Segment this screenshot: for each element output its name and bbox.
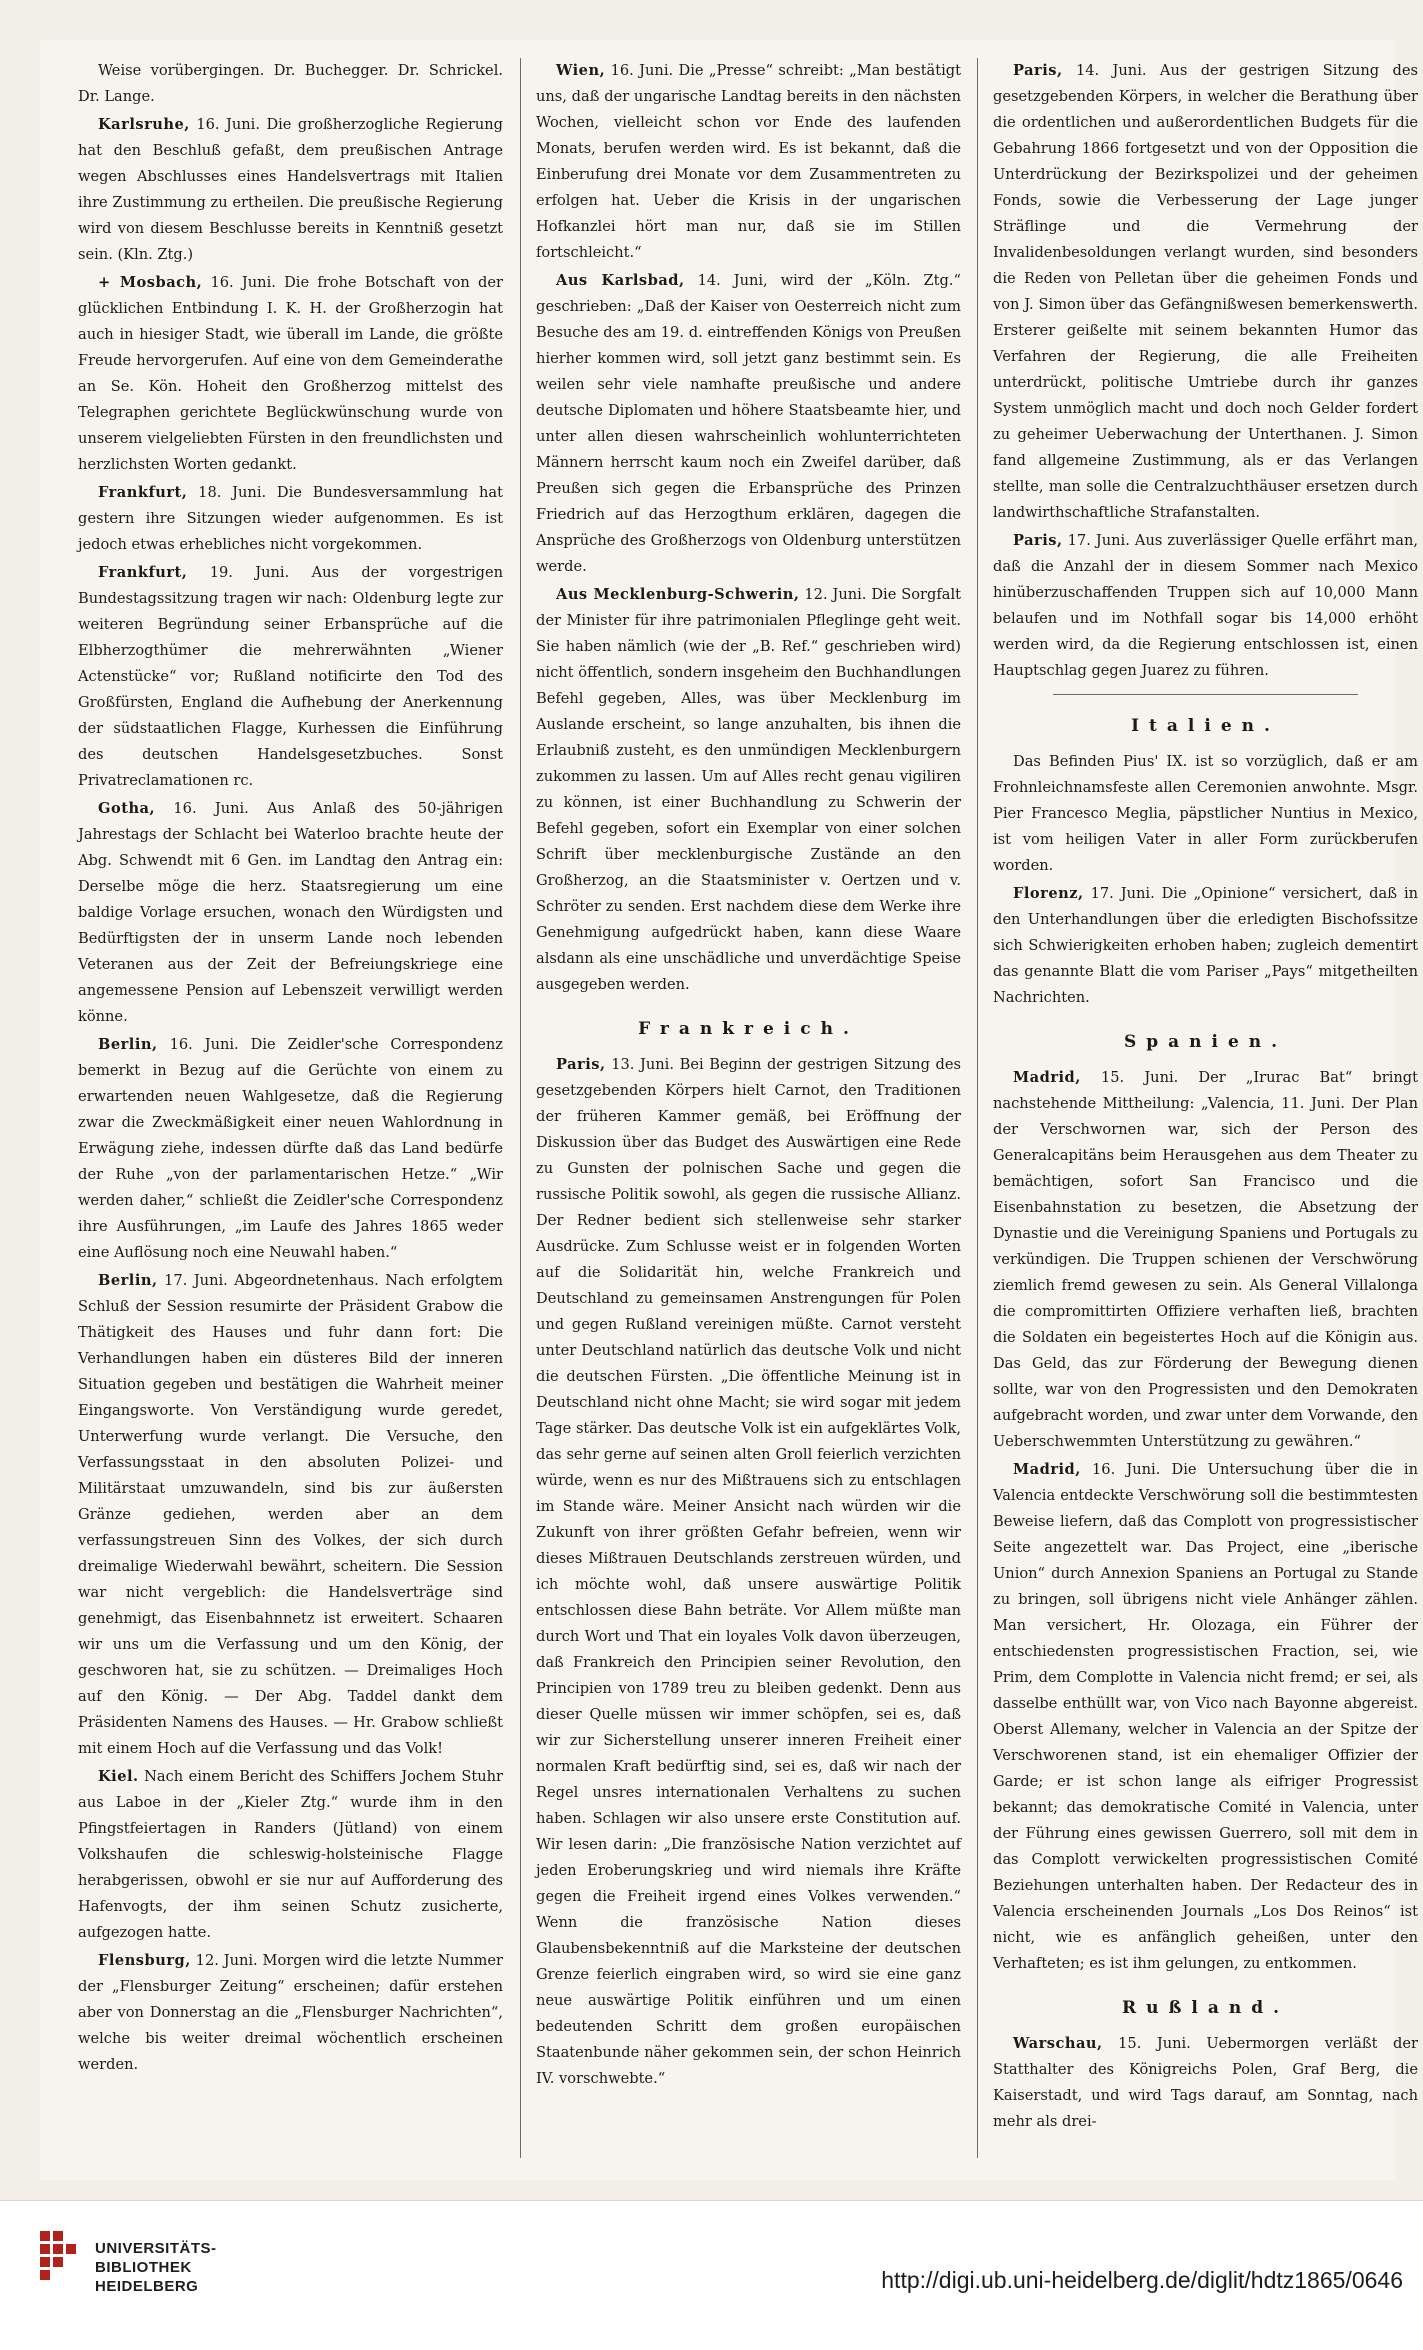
article-text: 17. Juni. Die „Opinione“ versichert, daß in den Unterhandlungen über die erledigten Bischofssitze sich Schwierigkeiten erhoben haben; zugleich dementirt das genannte Blatt die vom Pariser „Pays“ mitgetheilten Nachrichten. <box>993 885 1419 1006</box>
news-article <box>993 1457 1418 1977</box>
section-heading: Rußland. <box>1121 1998 1290 2018</box>
article-text: 12. Juni. Morgen wird die letzte Nummer der „Flensburger Zeitung“ erscheinen; dafür erstehen aber von Donnerstag an die „Flensburger Nachrichten“, welche bis weiter dreimal wöchentlich erscheinen werden. <box>78 1952 503 2073</box>
article-dateline-place: Paris, <box>1013 62 1063 79</box>
permalink-url[interactable]: http://digi.ub.uni-heidelberg.de/diglit/hdtz1865/0646 <box>881 2267 1403 2293</box>
news-article <box>536 58 961 266</box>
column-rule <box>520 58 521 2158</box>
news-article <box>536 1052 961 2092</box>
news-article <box>993 1065 1418 1455</box>
article-text: 17. Juni. Aus zuverlässiger Quelle erfährt man, daß die Anzahl der in diesem Sommer nach Mexico hinüberzuschaffenden Truppen sich auf 10,000 Mann belaufen und im Nothfall sogar bis 14,000 erhöht werden wird, da die Regierung entschlossen ist, einen Hauptschlag gegen Juarez zu führen. <box>993 532 1418 679</box>
article-dateline-place: Berlin, <box>98 1036 158 1053</box>
article-dateline-place: Frankfurt, <box>98 564 188 581</box>
article-dateline-place: Paris, <box>556 1056 606 1073</box>
article-dateline-place: + Mosbach, <box>98 274 203 291</box>
news-article <box>78 1764 503 1946</box>
footer-bar <box>0 2200 1423 2350</box>
article-text: 14. Juni, wird der „Köln. Ztg.“ geschrieben: „Daß der Kaiser von Oesterreich nicht zum Besuche des am 19. d. eintreffenden Königs von Preußen hierher kommen wird, soll jetzt ganz bestimmt sein. Es weilen sehr viele namhafte preußische und andere deutsche Diplomaten und höhere Staatsbeamte hier, und unter allen diesen wahrscheinlich wohlunterrichteten Männern herrscht kaum noch ein Zweifel darüber, daß Preußen sich gegen die Erbansprüche des Prinzen Friedrich auf das Herzogthum erklären, dagegen die Ansprüche des Großherzogs von Oldenburg unterstützen werde. <box>536 272 961 575</box>
news-article <box>78 1948 503 2078</box>
news-article <box>536 268 961 580</box>
section-heading: Frankreich. <box>638 1019 859 1039</box>
article-text: 14. Juni. Aus der gestrigen Sitzung des gesetzgebenden Körpers, in welcher die Berathung über die ordentlichen und außerordentlichen Budgets für die Gebahrung 1866 fortgesetzt und von der Opposition die Unterdrückung der Bezirkspolizei und der geheimen Fonds, sowie die Verbesserung der Lage junger Sträflinge und die Vermehrung der Invalidenbesoldungen verlangt wurden, sind besonders die Reden von Pelletan über die geheimen Fonds und von J. Simon über das Gefängnißwesen bemerkenswerth. Ersterer geißelte mit seinem bekannten Humor das Verfahren der Regierung, die alle Freiheiten unterdrückt, politische Umtriebe durch ihr ganzes System unmöglich macht und doch noch Gelder fordert zu geheimer Ueberwachung der Unterthanen. J. Simon fand allgemeine Zustimmung, als er das Verlangen stellte, man solle die Centralzuchthäuser ersetzen durch landwirthschaftliche Strafanstalten. <box>993 62 1419 521</box>
article-dateline-place: Warschau, <box>1013 2035 1103 2052</box>
article-dateline-place: Karlsruhe, <box>98 116 190 133</box>
news-article <box>78 112 503 268</box>
article-text: 15. Juni. Uebermorgen verläßt der Statthalter des Königreichs Polen, Graf Berg, die Kaiserstadt, und wird Tags darauf, am Sonntag, nach mehr als drei- <box>993 2035 1418 2130</box>
news-article <box>536 582 961 998</box>
library-name-line: BIBLIOTHEK <box>95 2259 192 2276</box>
column-2 <box>536 58 961 2094</box>
library-name-line: UNIVERSITÄTS- <box>95 2240 217 2257</box>
article-text: 16. Juni. Die „Presse“ schreibt: „Man bestätigt uns, daß der ungarische Landtag bereits in den nächsten Wochen, vielleicht schon vor Ende des laufenden Monats, berufen werden wird. Es ist bekannt, daß die Einberufung drei Monate vor dem Zusammentreten zu erfolgen hat. Ueber die Krisis in der ungarischen Hofkanzlei hört man nur, daß sie im Stillen fortschleicht.“ <box>536 62 961 261</box>
section-heading: Italien. <box>1131 716 1280 736</box>
article-text: 15. Juni. Der „Irurac Bat“ bringt nachstehende Mittheilung: „Valencia, 11. Juni. Der Plan der Verschwornen war, sich der Person des Generalcapitäns beim Herausgehen aus dem Theater zu bemächtigen, sofort San Francisco und die Eisenbahnstation zu besetzen, die Absetzung der Dynastie und die Vereinigung Spaniens und Portugals zu verkündigen. Die Truppen schienen der Verschwörung ziemlich fremd gewesen zu sein. Als General Villalonga die compromittirten Offiziere verhaften ließ, brachten die Soldaten ein begeistertes Hoch auf die Königin aus. Das Geld, das zur Förderung der Bewegung dienen sollte, war von den Progressisten und den Demokraten aufgebracht worden, und zwar unter dem Vorwande, den Ueberschwemmten Unterstützung zu gewähren.“ <box>993 1069 1418 1450</box>
section-heading: Spanien. <box>1123 1032 1288 1052</box>
article-dateline-place: Gotha, <box>98 800 156 817</box>
column-rule <box>977 58 978 2158</box>
article-dateline-place: Berlin, <box>98 1272 158 1289</box>
article-text: Weise vorübergingen. Dr. Buchegger. Dr. Schrickel. Dr. Lange. <box>78 62 503 105</box>
article-text: 19. Juni. Aus der vorgestrigen Bundestagssitzung tragen wir nach: Oldenburg legte zur weiteren Begründung seiner Erbansprüche auf die Elbherzogthümer die mehrerwähnten „Wiener Actenstücke“ vor; Rußland notificirte den Tod des Großfürsten, England die Aufhebung der Anerkennung der südstaatlichen Flagge, Kurhessen die Einführung des deutschen Handelsgesetzbuches. Sonst Privatreclamationen rc. <box>78 564 503 789</box>
article-dateline-place: Madrid, <box>1013 1069 1081 1086</box>
news-article <box>78 270 503 478</box>
article-text: 16. Juni. Die großherzogliche Regierung hat den Beschluß gefaßt, dem preußischen Antrage wegen Abschlusses eines Handelsvertrags mit Italien ihre Zustimmung zu ertheilen. Die preußische Regierung wird von diesem Beschlusse bereits in Kenntniß gesetzt sein. (Kln. Ztg.) <box>78 116 503 263</box>
article-dateline-place: Madrid, <box>1013 1461 1081 1478</box>
news-article <box>78 1032 503 1266</box>
news-article <box>993 881 1418 1011</box>
news-article <box>993 528 1418 684</box>
article-dateline-place: Paris, <box>1013 532 1063 549</box>
article-text: 16. Juni. Aus Anlaß des 50-jährigen Jahrestags der Schlacht bei Waterloo brachte heute der Abg. Schwendt mit 6 Gen. im Landtag den Antrag ein: Derselbe möge die herz. Staatsregierung um eine baldige Vorlage ersuchen, wonach den Würdigsten und Bedürftigsten der in unserm Lande noch lebenden Veteranen aus der Zeit der Befreiungskriege eine angemessene Pension auf Lebenszeit verwilligt werden könne. <box>78 800 503 1025</box>
column-3 <box>993 58 1418 2137</box>
news-article <box>78 58 503 110</box>
article-text: Nach einem Bericht des Schiffers Jochem Stuhr aus Laboe in der „Kieler Ztg.“ wurde ihm in den Pfingstfeiertagen in Randers (Jütland) von einem Volkshaufen die schleswig-holsteinische Flagge herabgerissen, obwohl er sie nur auf Aufforderung des Hafenvogts, der ihm seinen Schutz zusicherte, aufgezogen hatte. <box>78 1768 504 1941</box>
article-dateline-place: Aus Mecklenburg-Schwerin, <box>556 586 800 603</box>
article-dateline-place: Aus Karlsbad, <box>556 272 685 289</box>
article-dateline-place: Kiel. <box>98 1768 139 1785</box>
article-dateline-place: Flensburg, <box>98 1952 191 1969</box>
article-text: 18. Juni. Die Bundesversammlung hat gestern ihre Sitzungen wieder aufgenommen. Es ist jedoch etwas erhebliches nicht vorgekommen. <box>78 484 503 553</box>
library-name-line: HEIDELBERG <box>95 2278 199 2295</box>
section-divider <box>1053 694 1358 695</box>
article-text: 16. Juni. Die frohe Botschaft von der glücklichen Entbindung I. K. H. der Großherzogin hat auch in hiesiger Stadt, wie überall im Lande, die größte Freude hervorgerufen. Auf eine von dem Gemeinderathe an Se. Kön. Hoheit den Großherzog mittelst des Telegraphen gerichtete Beglückwünschung wurde von unserem vielgeliebten Fürsten in den freundlichsten und herzlichsten Worten gedankt. <box>78 274 504 473</box>
library-name <box>95 2239 217 2296</box>
news-article <box>993 2031 1418 2135</box>
news-article <box>993 58 1418 526</box>
article-text: 17. Juni. Abgeordnetenhaus. Nach erfolgtem Schluß der Session resumirte der Präsident Grabow die Thätigkeit des Hauses und fuhr dann fort: Die Verhandlungen haben ein düsteres Bild der inneren Situation gegeben und bestätigen die Wahrheit meiner Eingangsworte. Von Verständigung wurde geredet, Unterwerfung wurde verlangt. Die Versuche, den Verfassungsstaat in den absoluten Polizei- und Militärstaat umzuwandeln, sind bis zur äußersten Gränze gediehen, werden aber an dem verfassungstreuen Sinn des Volkes, der sich durch dreimalige Wiederwahl bewährt, scheitern. Die Session war nicht vergeblich: die Handelsverträge sind genehmigt, das Eisenbahnnetz ist erweitert. Schaaren wir uns um die Verfassung und um den König, der geschworen hat, sie zu schützen. — Dreimaliges Hoch auf den König. — Der Abg. Taddel dankt dem Präsidenten Namens des Hauses. — Hr. Grabow schließt mit einem Hoch auf die Verfassung und das Volk! <box>78 1272 503 1757</box>
article-text: Das Befinden Pius' IX. ist so vorzüglich, daß er am Frohnleichnamsfeste allen Ceremonien anwohnte. Msgr. Pier Francesco Meglia, päpstlicher Nuntius in Mexico, ist vom heiligen Vater in aller Form zurückberufen worden. <box>993 753 1418 874</box>
article-text: 12. Juni. Die Sorgfalt der Minister für ihre patrimonialen Pfleglinge geht weit. Sie haben nämlich (wie der „B. Ref.“ geschrieben wird) nicht öffentlich, sondern insgeheim den Buchhandlungen Befehl gegeben, Alles, was über Mecklenburg im Auslande erscheint, so lange anzuhalten, bis ihnen die Erlaubniß zusteht, es den unmündigen Mecklenburgern zukommen zu lassen. Um auf Alles recht genau vigiliren zu können, ist einer Buchhandlung zu Schwerin der Befehl gegeben, sofort ein Exemplar von einer solchen Schrift über mecklenburgische Zustände an den Großherzog, an die Staatsminister v. Oertzen und v. Schröter zu senden. Erst nachdem diese dem Werke ihre Genehmigung aufgedrückt haben, kann diese Waare alsdann als eine unschädliche und unverdächtige Speise ausgegeben werden. <box>536 586 962 993</box>
article-dateline-place: Wien, <box>556 62 606 79</box>
university-library-logo-icon <box>40 2231 80 2291</box>
article-text: 13. Juni. Bei Beginn der gestrigen Sitzung des gesetzgebenden Körpers hielt Carnot, den Traditionen der früheren Kammer gemäß, bei Eröffnung der Diskussion über das Budget des Auswärtigen eine Rede zu Gunsten der polnischen Sache und gegen die russische Politik sowohl, als gegen die russische Allianz. Der Redner bedient sich stellenweise sehr starker Ausdrücke. Zum Schlusse weist er in folgenden Worten auf die Solidarität hin, welche Frankreich und Deutschland zu gemeinsamen Anstrengungen für Polen und gegen Rußland vereinigen müßte. Carnot versteht unter Deutschland natürlich das deutsche Volk und nicht die deutschen Fürsten. „Die öffentliche Meinung ist in Deutschland nicht ohne Macht; sie wird sogar mit jedem Tage stärker. Das deutsche Volk ist ein aufgeklärtes Volk, das sehr gerne auf seinen alten Groll feierlich verzichten würde, wenn es nur des Mißtrauens sich zu entschlagen im Stande wäre. Meiner Ansicht nach würden wir die Zukunft von ihrer größten Gefahr befreien, wenn wir dieses Mißtrauen Deutschlands zerstreuen würden, und ich möchte wohl, daß unsere auswärtige Politik entschlossen diese Bahn beträte. Vor Allem müßte man durch Wort und That ein loyales Volk davon überzeugen, daß Frankreich den Principien seiner Revolution, den Principien von 1789 treu zu bleiben gedenkt. Denn aus dieser Quelle müssen wir immer schöpfen, sei es, daß wir zur Sicherstellung unserer inneren Freiheit einer normalen Kraft bedürftig sind, sei es, daß wir nach der Regel unsres internationalen Verhaltens zu suchen haben. Schlagen wir also unsere erste Constitution auf. Wir lesen darin: „Die französische Nation verzichtet auf jeden Eroberungskrieg und wird niemals ihre Kräfte gegen die Freiheit irgend eines Volkes verwenden.“ Wenn die französische Nation dieses Glaubensbekenntniß auf die Marksteine der deutschen Grenze feierlich eingraben wird, so wird sie eine ganz neue auswärtige Politik einführen und um einen bedeutenden Schritt dem großen europäischen Staatenbunde näher gekommen sein, der schon Heinrich IV. vorschwebte.“ <box>536 1056 962 2087</box>
article-dateline-place: Frankfurt, <box>98 484 188 501</box>
newspaper-page <box>40 40 1419 2180</box>
column-1 <box>78 58 503 2080</box>
news-article <box>78 560 503 794</box>
news-article <box>78 480 503 558</box>
article-text: 16. Juni. Die Zeidler'sche Correspondenz bemerkt in Bezug auf die Gerüchte von einem zu erwartenden neuen Wahlgesetze, daß die Regierung zwar die Zweckmäßigkeit einer neuen Wahlordnung in Erwägung ziehe, indessen dürfte daß das Land bedürfe der Ruhe „von der parlamentarischen Hetze.“ „Wir werden daher,“ schließt die Zeidler'sche Correspondenz ihre Ausführungen, „im Laufe des Jahres 1865 weder eine Auflösung noch eine Neuwahl haben.“ <box>78 1036 503 1261</box>
news-article <box>78 1268 503 1762</box>
article-dateline-place: Florenz, <box>1013 885 1084 902</box>
article-text: 16. Juni. Die Untersuchung über die in Valencia entdeckte Verschwörung soll die bestimmtesten Beweise liefern, daß das Complott von progressistischer Seite angezettelt war. Das Project, eine „iberische Union“ durch Annexion Spaniens an Portugal zu Stande zu bringen, soll übrigens nicht viele Anhänger zählen. Man versichert, Hr. Olozaga, ein Führer der entschiedensten progressistischen Fraction, sei, wie Prim, dem Complotte in Valencia nicht fremd; er sei, als dasselbe enthüllt war, von Vico nach Bayonne abgereist. Oberst Allemany, welcher in Valencia an der Spitze der Verschworenen stand, ist ein ehemaliger Offizier der Garde; er ist schon lange als eifriger Progressist bekannt; das demokratische Comité in Valencia, unter der Führung eines gewissen Guerrero, soll mit dem in das Complott verwickelten progressistischen Comité Beziehungen unterhalten haben. Der Redacteur des in Valencia erscheinenden Journals „Los Dos Reinos“ ist nicht, wie es anfänglich geheißen, unter den Verhafteten; es ist ihm gelungen, zu entkommen. <box>993 1461 1418 1972</box>
news-article <box>993 749 1418 879</box>
news-article <box>78 796 503 1030</box>
